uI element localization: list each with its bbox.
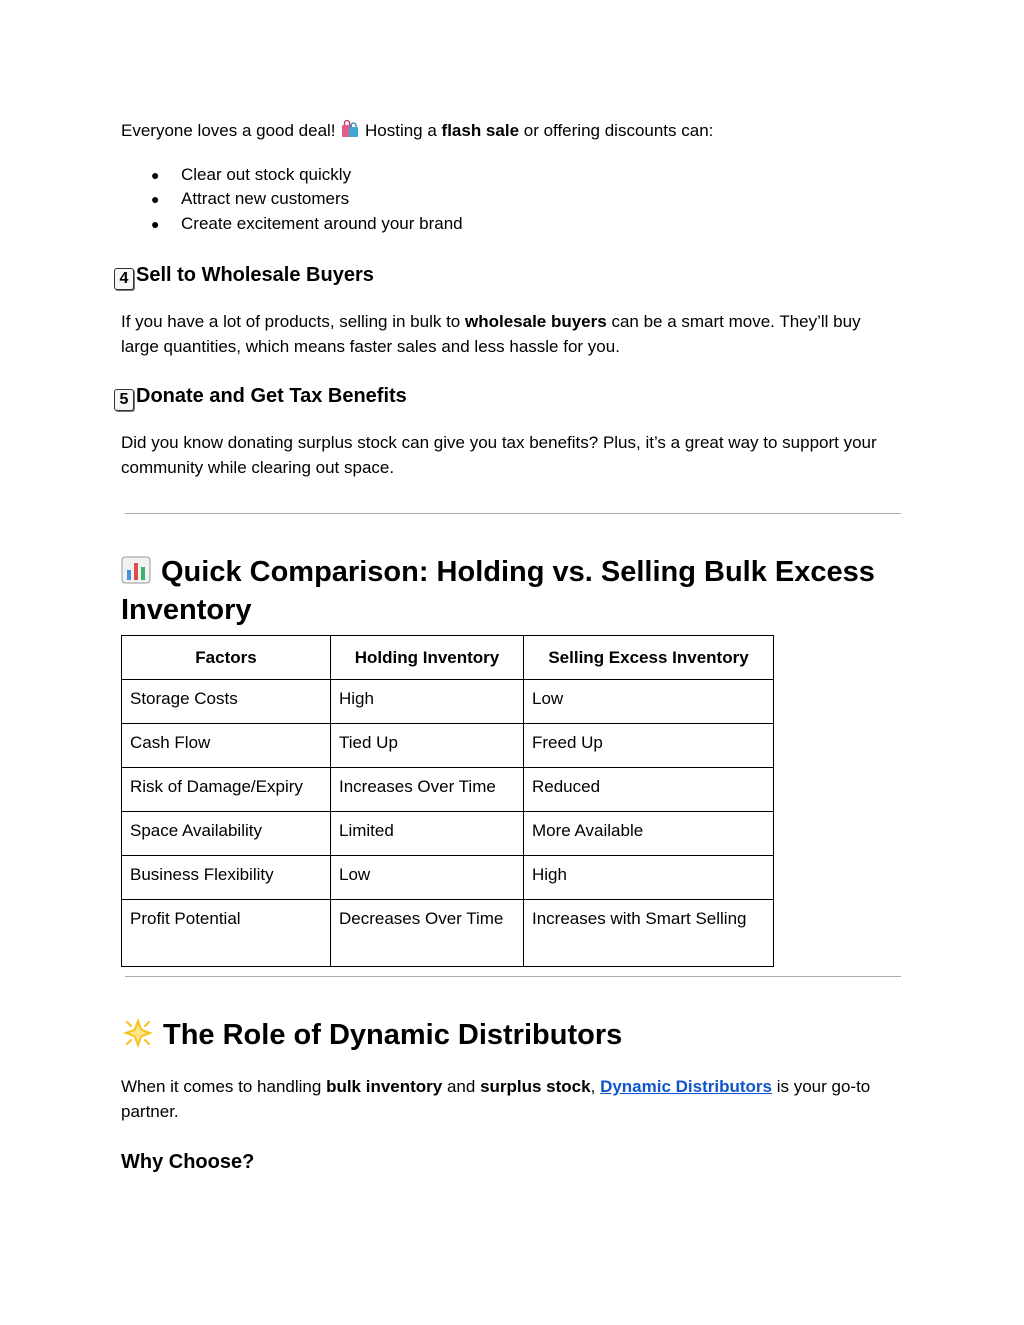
- table-row: [122, 856, 774, 900]
- table-cell: Business Flexibility: [122, 856, 331, 900]
- dynamic-distributors-link[interactable]: Dynamic Distributors: [600, 1077, 772, 1096]
- table-cell: High: [331, 680, 524, 724]
- table-cell: Reduced: [524, 768, 774, 812]
- table-row: [122, 812, 774, 856]
- table-cell: Increases with Smart Selling: [524, 900, 774, 967]
- comparison-table: [121, 635, 774, 967]
- section-heading-donate: 5 Donate and Get Tax Benefits: [114, 383, 407, 411]
- benefits-list: [121, 163, 463, 236]
- donate-paragraph: Did you know donating surplus stock can give you tax benefits? Plus, it’s a great way to support your community while clearing out space.: [121, 433, 877, 477]
- table-row: [122, 900, 774, 967]
- table-cell: Increases Over Time: [331, 768, 524, 812]
- comparison-heading: Quick Comparison: Holding vs. Selling Bulk Excess Inventory: [121, 556, 875, 626]
- intro-paragraph: Everyone loves a good deal! Hosting a flash sale or offering discounts can:: [121, 121, 714, 140]
- table-cell: Low: [331, 856, 524, 900]
- bar-chart-icon: [121, 556, 151, 584]
- role-paragraph: When it comes to handling bulk inventory and surplus stock, Dynamic Distributors is your go-to partner.: [121, 1077, 871, 1121]
- divider: [125, 976, 901, 977]
- section-heading-wholesale: 4 Sell to Wholesale Buyers: [114, 262, 374, 290]
- table-cell: Cash Flow: [122, 724, 331, 768]
- table-cell: Decreases Over Time: [331, 900, 524, 967]
- list-item: ● Create excitement around your brand: [151, 213, 463, 233]
- table-row: [122, 680, 774, 724]
- column-header: Factors: [122, 636, 331, 680]
- shopping-bags-icon: [340, 119, 360, 139]
- column-header: Holding Inventory: [331, 636, 524, 680]
- why-choose-heading: Why Choose?: [121, 1151, 255, 1173]
- glowing-star-icon: [121, 1016, 155, 1050]
- table-row: [122, 768, 774, 812]
- list-item: ● Attract new customers: [151, 189, 350, 209]
- table-cell: Risk of Damage/Expiry: [122, 768, 331, 812]
- table-cell: Storage Costs: [122, 680, 331, 724]
- table-cell: Tied Up: [331, 724, 524, 768]
- table-cell: Freed Up: [524, 724, 774, 768]
- table-cell: Limited: [331, 812, 524, 856]
- table-header-row: [122, 636, 774, 680]
- list-item: ● Clear out stock quickly: [151, 165, 352, 184]
- divider: [125, 513, 901, 514]
- table-cell: Space Availability: [122, 812, 331, 856]
- table-cell: More Available: [524, 812, 774, 856]
- role-heading: The Role of Dynamic Distributors: [121, 1016, 901, 1054]
- table-cell: Profit Potential: [122, 900, 331, 967]
- wholesale-paragraph: If you have a lot of products, selling in bulk to wholesale buyers can be a smart move. They’ll buy large quantities, which means faster sales and less hassle for you.: [121, 312, 861, 356]
- table-cell: Low: [524, 680, 774, 724]
- table-cell: High: [524, 856, 774, 900]
- table-row: [122, 724, 774, 768]
- column-header: Selling Excess Inventory: [524, 636, 774, 680]
- keycap-four-icon: 4: [114, 268, 134, 290]
- keycap-five-icon: 5: [114, 389, 134, 411]
